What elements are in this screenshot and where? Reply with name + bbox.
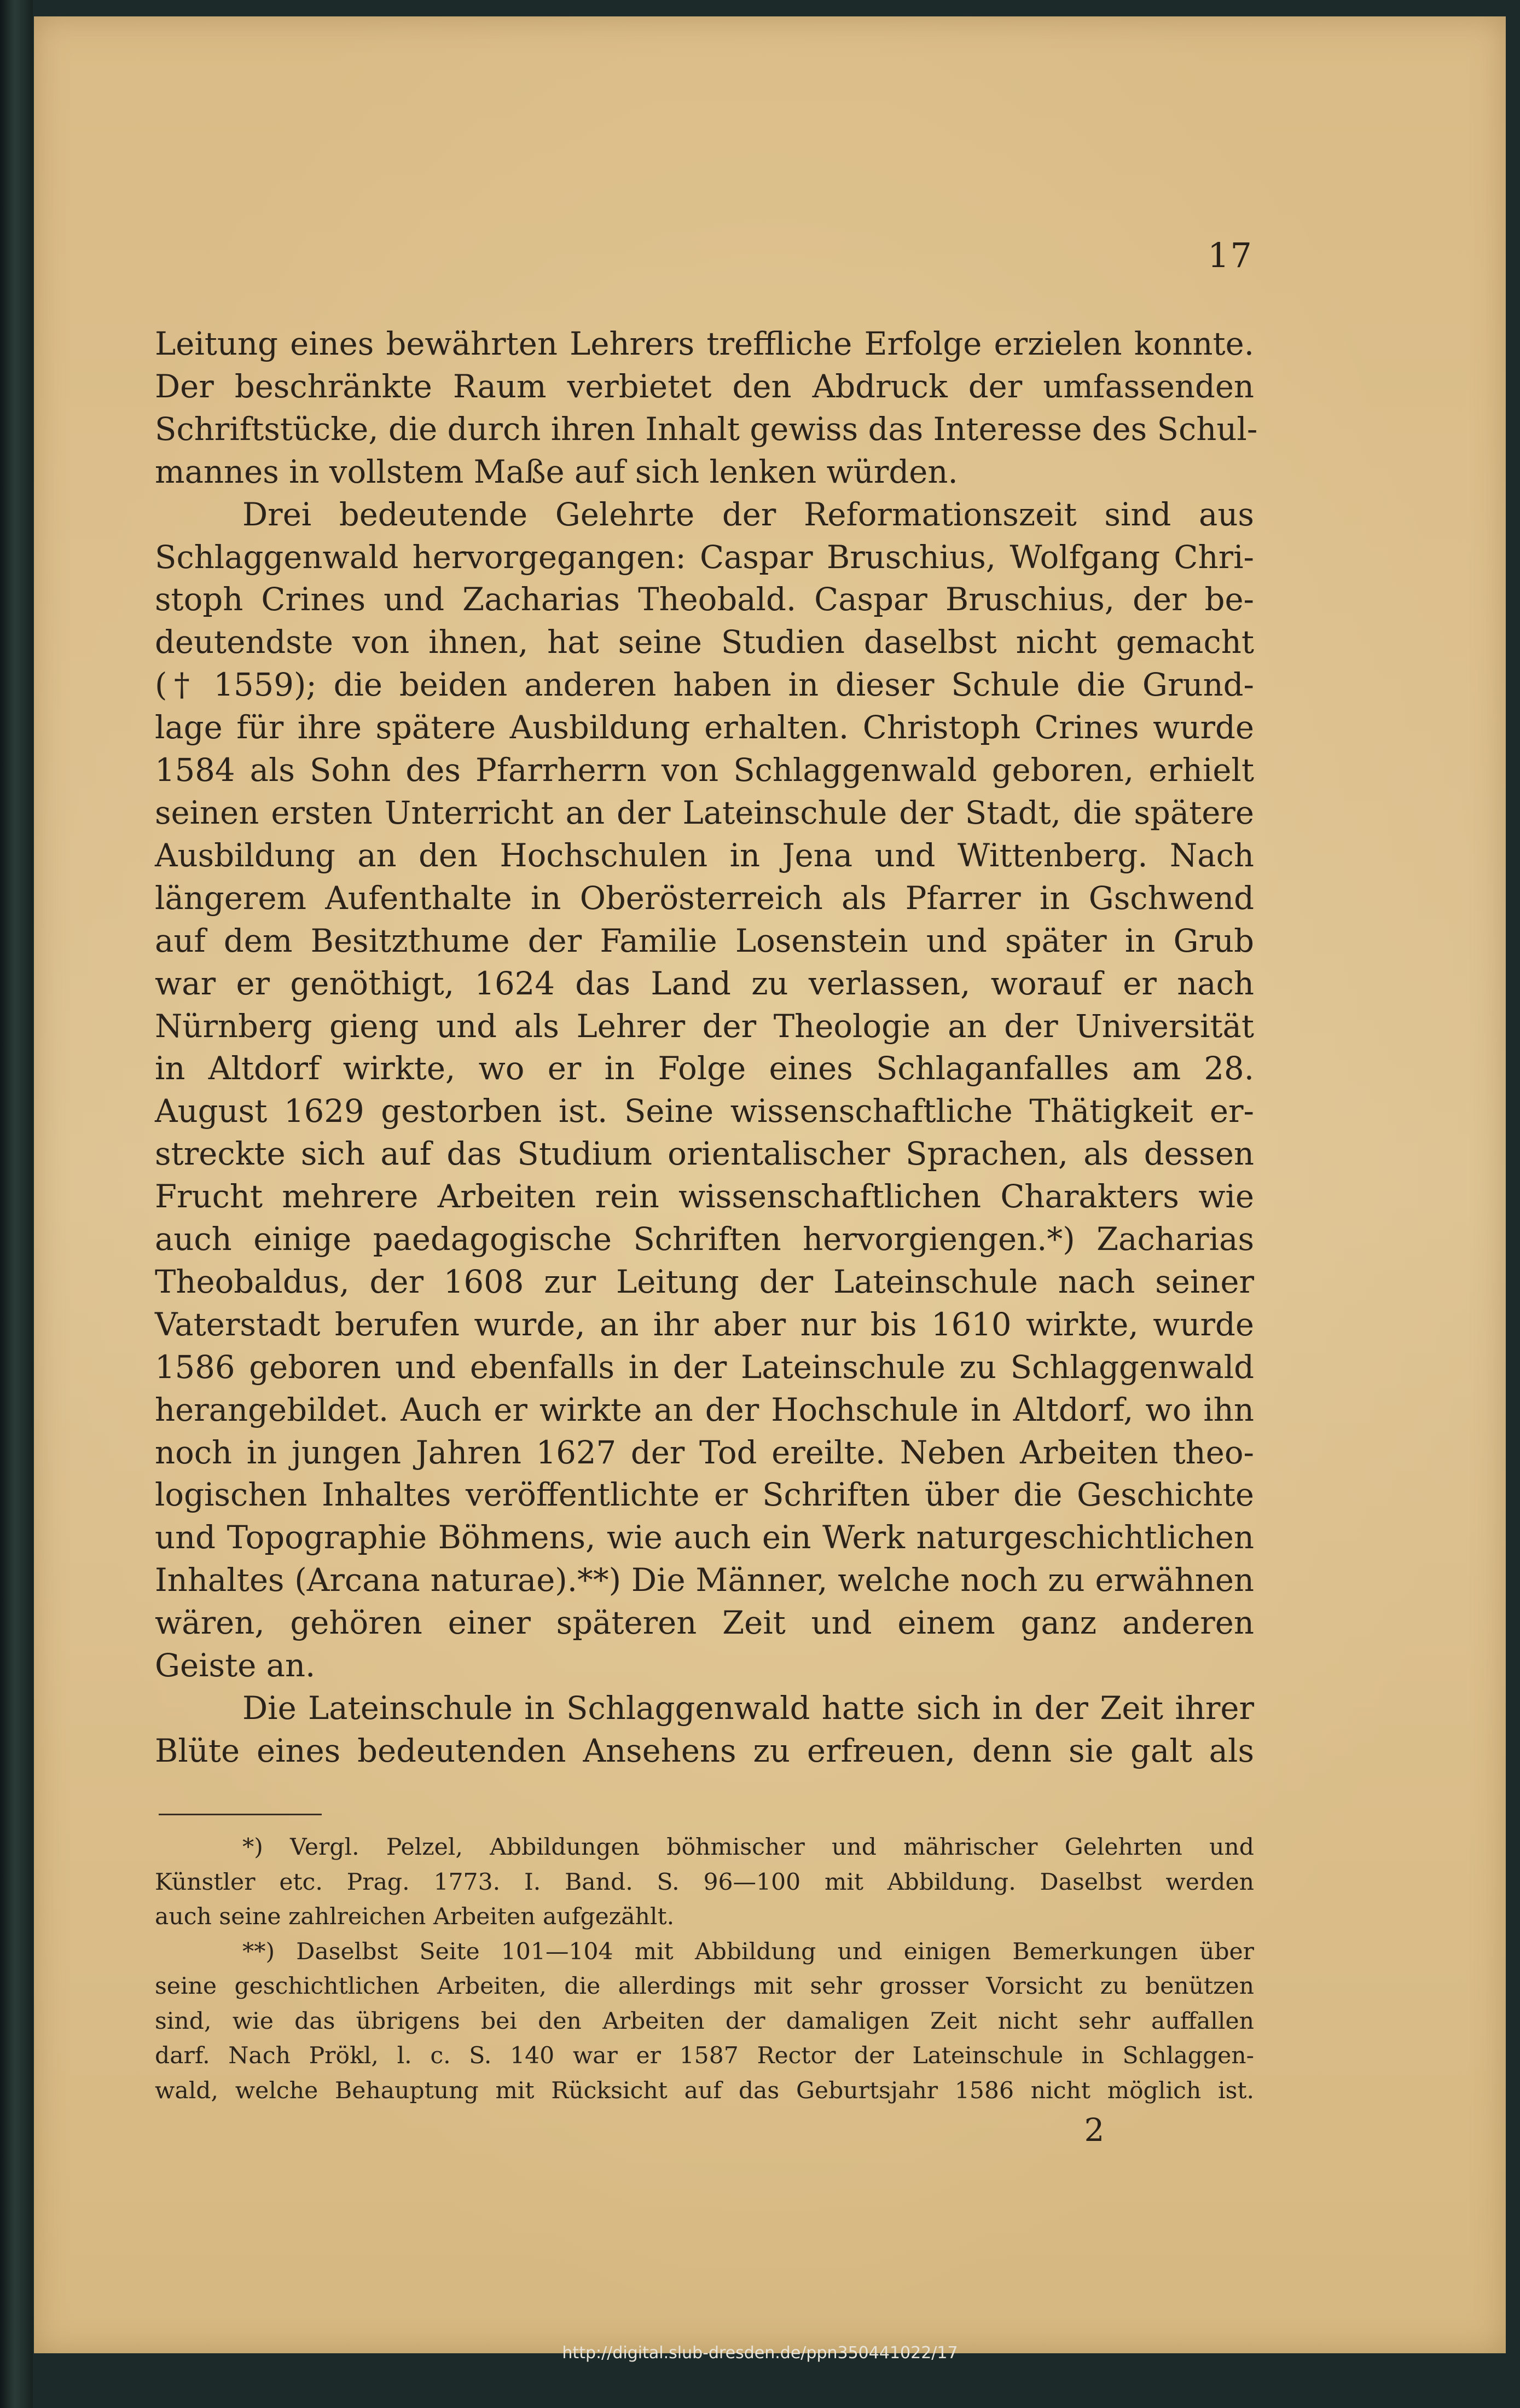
text-line: August 1629 gestorben ist. Seine wissenschaftliche Thätigkeit er- (155, 1093, 1254, 1130)
text-line: Geiste an. (155, 1647, 316, 1685)
text-line: in Altdorf wirkte, wo er in Folge eines Schlaganfalles am 28. (155, 1050, 1254, 1087)
text-line: Schriftstücke, die durch ihren Inhalt gewiss das Interesse des Schul- (155, 410, 1258, 448)
source-url: http://digital.slub-dresden.de/ppn350441022/17 (562, 2343, 958, 2363)
text-line: Vaterstadt berufen wurde, an ihr aber nur bis 1610 wirkte, wurde (155, 1306, 1254, 1343)
text-line: 1586 geboren und ebenfalls in der Lateinschule zu Schlaggenwald (155, 1348, 1254, 1386)
footnote-line: darf. Nach Prökl, l. c. S. 140 war er 1587 Rector der Lateinschule in Schlaggen- (155, 2042, 1254, 2069)
footnote-line: seine geschichtlichen Arbeiten, die allerdings mit sehr grosser Vorsicht zu benützen (155, 1973, 1254, 2000)
text-line: Inhaltes (Arcana naturae).**) Die Männer, welche noch zu erwähnen (155, 1562, 1254, 1599)
text-line: Schlaggenwald hervorgegangen: Caspar Bruschius, Wolfgang Chri- (155, 539, 1254, 576)
text-line: deutendste von ihnen, hat seine Studien daselbst nicht gemacht (155, 624, 1254, 661)
footnote-line: *) Vergl. Pelzel, Abbildungen böhmischer und mährischer Gelehrten und (242, 1834, 1254, 1861)
footnote-line: sind, wie das übrigens bei den Arbeiten der damaligen Zeit nicht sehr auffallen (155, 2007, 1254, 2035)
text-line: und Topographie Böhmens, wie auch ein Werk naturgeschichtlichen (155, 1519, 1254, 1556)
text-line: stoph Crines und Zacharias Theobald. Caspar Bruschius, der be- (155, 581, 1254, 618)
signature-mark: 2 (1084, 2111, 1105, 2149)
text-line: Der beschränkte Raum verbietet den Abdruck der umfassenden (155, 368, 1254, 405)
text-line: Nürnberg gieng und als Lehrer der Theologie an der Universität (155, 1008, 1254, 1045)
footnote-separator (159, 1814, 322, 1815)
text-line: noch in jungen Jahren 1627 der Tod ereilte. Neben Arbeiten theo- (155, 1434, 1254, 1471)
text-line: streckte sich auf das Studium orientalischer Sprachen, als dessen (155, 1136, 1254, 1173)
page-number: 17 (1208, 235, 1253, 275)
text-line: auch einige paedagogische Schriften hervorgiengen.*) Zacharias (155, 1221, 1254, 1258)
text-line: auf dem Besitzthume der Familie Losenstein und später in Grub (155, 922, 1254, 959)
text-line: lage für ihre spätere Ausbildung erhalten. Christoph Crines wurde (155, 709, 1254, 746)
footnote-line: auch seine zahlreichen Arbeiten aufgezählt. (155, 1903, 675, 1930)
footnote-line: **) Daselbst Seite 101—104 mit Abbildung und einigen Bemerkungen über (242, 1938, 1254, 1965)
body-text (155, 323, 1258, 1773)
text-line: war er genöthigt, 1624 das Land zu verlassen, worauf er nach (155, 965, 1254, 1002)
text-line: seinen ersten Unterricht an der Lateinschule der Stadt, die spätere (155, 794, 1254, 831)
text-line: logischen Inhaltes veröffentlichte er Schriften über die Geschichte (155, 1477, 1254, 1514)
text-line: Theobaldus, der 1608 zur Leitung der Lateinschule nach seiner (155, 1263, 1254, 1300)
text-line: Ausbildung an den Hochschulen in Jena und Wittenberg. Nach (155, 837, 1254, 874)
text-line: 1584 als Sohn des Pfarrherrn von Schlaggenwald geboren, erhielt (155, 752, 1254, 789)
text-line: wären, gehören einer späteren Zeit und einem ganz anderen (155, 1605, 1254, 1642)
text-line: Drei bedeutende Gelehrte der Reformationszeit sind aus (242, 496, 1254, 533)
text-line: Blüte eines bedeutenden Ansehens zu erfreuen, denn sie galt als (155, 1732, 1254, 1769)
footnote-line: Künstler etc. Prag. 1773. I. Band. S. 96—100 mit Abbildung. Daselbst werden (155, 1868, 1254, 1896)
text-line: († 1559); die beiden anderen haben in dieser Schule die Grund- (155, 667, 1254, 704)
text-line: mannes in vollstem Maße auf sich lenken würden. (155, 453, 958, 490)
text-line: längerem Aufenthalte in Oberösterreich als Pfarrer in Gschwend (155, 879, 1254, 917)
text-line: Leitung eines bewährten Lehrers treffliche Erfolge erzielen konnte. (155, 326, 1254, 362)
footnotes (155, 1830, 1254, 2108)
text-line: Frucht mehrere Arbeiten rein wissenschaftlichen Charakters wie (155, 1178, 1254, 1215)
book-spine (0, 0, 33, 2408)
text-line: Die Lateinschule in Schlaggenwald hatte sich in der Zeit ihrer (242, 1690, 1254, 1727)
text-line: herangebildet. Auch er wirkte an der Hochschule in Altdorf, wo ihn (155, 1391, 1254, 1428)
footnote-line: wald, welche Behauptung mit Rücksicht auf das Geburtsjahr 1586 nicht möglich ist. (155, 2077, 1254, 2104)
